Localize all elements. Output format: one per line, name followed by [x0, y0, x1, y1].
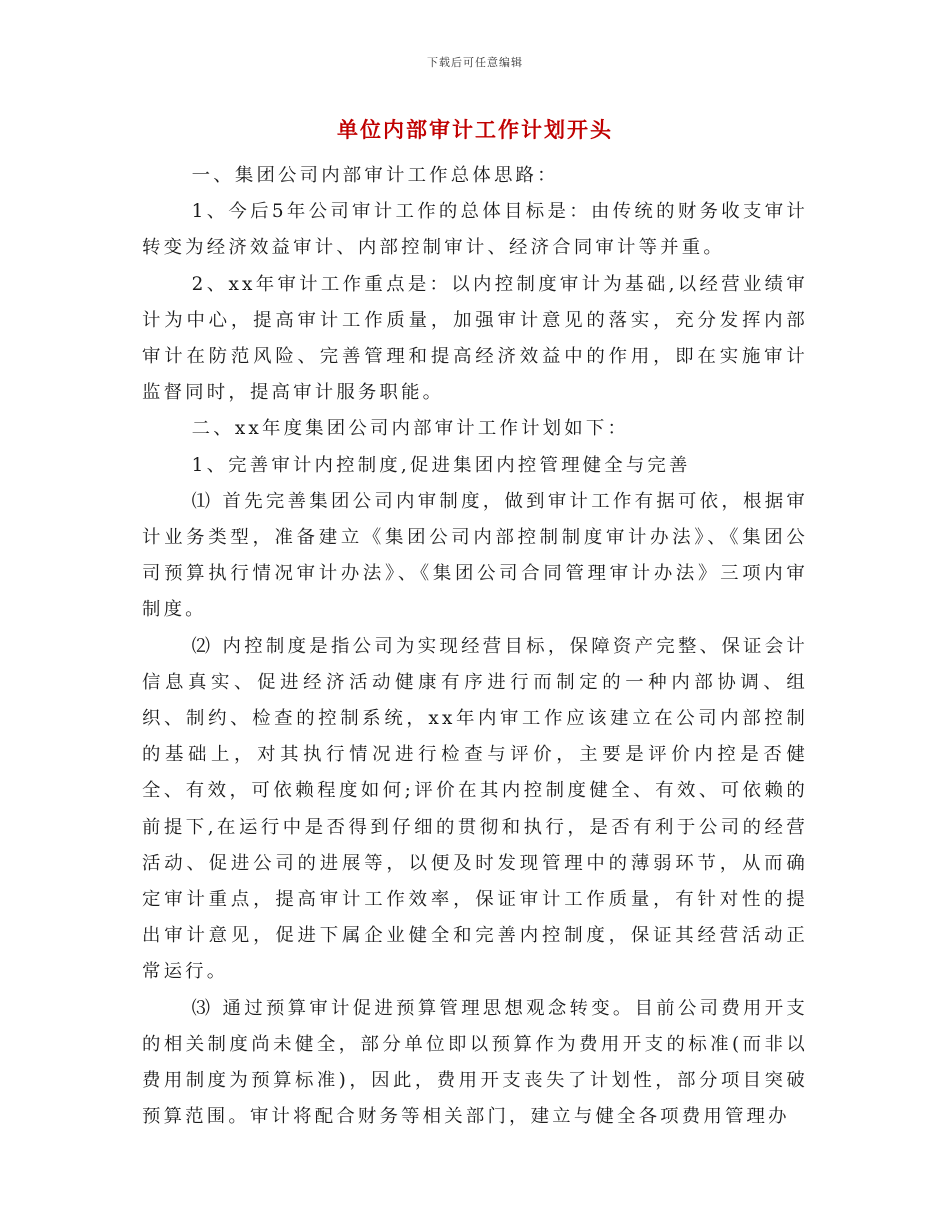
document-body	[142, 158, 808, 1135]
document-title: 单位内部审计工作计划开头	[337, 117, 613, 142]
paragraph-item-3: ⑶ 通过预算审计促进预算管理思想观念转变。目前公司费用开支的相关制度尚未健全，部分单位即以预算作为费用开支的标准(而非以费用制度为预算标准)，因此，费用开支丧失了计划性，部分项目突破预算范围。审计将配合财务等相关部门，建立与健全各项费用管理办	[142, 997, 808, 1128]
paragraph-item-2: ⑵ 内控制度是指公司为实现经营目标，保障资产完整、保证会计信息真实、促进经济活动健康有序进行而制定的一种内部协调、组织、制约、检查的控制系统，xx年内审工作应该建立在公司内部控制的基础上，对其执行情况进行检查与评价，主要是评价内控是否健全、有效，可依赖程度如何;评价在其内控制度健全、有效、可依赖的前提下,在运行中是否得到仔细的贯彻和执行，是否有利于公司的经营活动、促进公司的进展等，以便及时发现管理中的薄弱环节，从而确定审计重点，提高审计工作效率，保证审计工作质量，有针对性的提出审计意见，促进下属企业健全和完善内控制度，保证其经营活动正常运行。	[142, 635, 808, 983]
paragraph-subheading-internal-control: 1、完善审计内控制度,促进集团内控管理健全与完善	[191, 454, 691, 476]
paragraph-section-1-heading: 一、集团公司内部审计工作总体思路：	[191, 165, 559, 186]
paragraph-item-1: ⑴ 首先完善集团公司内审制度，做到审计工作有据可依，根据审计业务类型，准备建立《集团公司内部控制制度审计办法》、《集团公司预算执行情况审计办法》、《集团公司合同管理审计办法》三项内审制度。	[142, 490, 808, 621]
header-note: 下载后可任意编辑	[427, 56, 523, 69]
paragraph-overall-goal: 1、今后5年公司审计工作的总体目标是：由传统的财务收支审计转变为经济效益审计、内部控制审计、经济合同审计等并重。	[142, 201, 808, 259]
paragraph-section-2-heading: 二、xx年度集团公司内部审计工作计划如下：	[191, 418, 630, 440]
paragraph-key-focus: 2、xx年审计工作重点是：以内控制度审计为基础,以经营业绩审计为中心，提高审计工作质量，加强审计意见的落实，充分发挥内部审计在防范风险、完善管理和提高经济效益中的作用，即在实施审计监督同时，提高审计服务职能。	[142, 273, 808, 404]
